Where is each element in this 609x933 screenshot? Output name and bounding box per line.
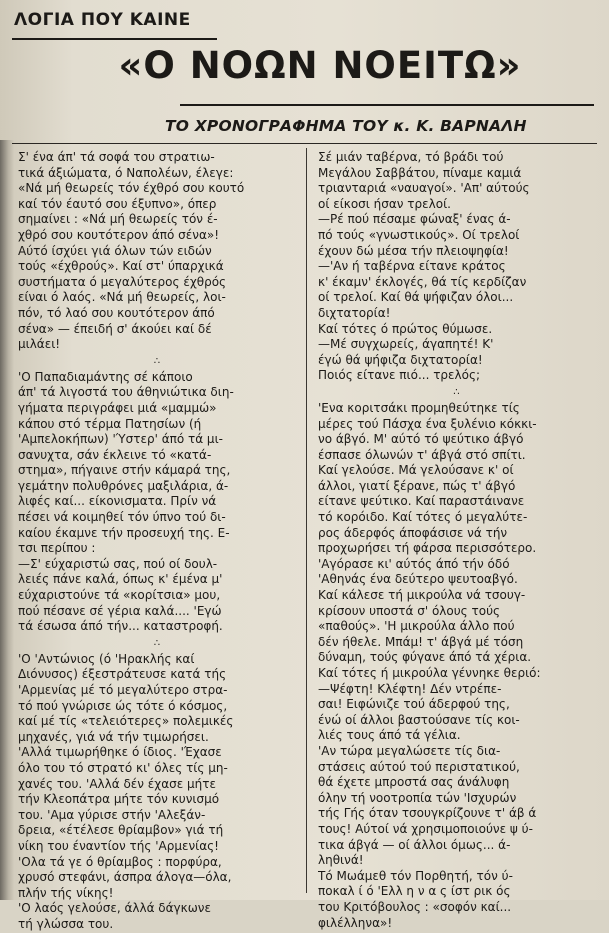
page-binding-shadow — [0, 140, 14, 900]
article-line: πό τούς «γνωστικούς». Οί τρελοί — [318, 227, 520, 242]
article-line: τσι περίπου : — [18, 541, 96, 556]
article-line: χρυσό στεφάνι, άσπρα άλογα—όλα, — [18, 870, 232, 885]
article-line: 'Ο Παπαδιαμάντης σέ κάποιο — [18, 369, 193, 384]
article-line: —Ρέ πού πέσαμε φώναξ' ένας ά- — [318, 212, 511, 227]
article-line: τούς «έχθρούς». Καί στ' ύπαρχικά — [18, 259, 224, 274]
article-line: ένώ οί άλλοι βαστούσανε τίς κοι- — [318, 712, 520, 727]
article-line: τικα άβγά — οί άλλοι όμως... ά- — [318, 837, 511, 852]
section-ornament: ∴ — [153, 637, 161, 649]
article-line: Σέ μιάν ταβέρνα, τό βράδι τού — [318, 150, 504, 164]
article-line: κάπου στό τέρμα Πατησίων (ή — [18, 416, 202, 431]
article-line: Ποιός είτανε πιό... τρελός; — [318, 368, 481, 383]
article-line: τους! Αύτοί νά χρησιμοποιούνε ψ ύ- — [318, 821, 533, 836]
article-line: ρος άδερφός άποφάσισε νά τήν — [318, 525, 508, 540]
article-line: «παθούς». 'Η μικρούλα άλλο πού — [318, 619, 515, 634]
article-line: καίου έκαμνε τήν προσευχή της. Ε- — [18, 525, 230, 540]
article-line: θά έχετε μπροστά σας άνάλυφη — [318, 775, 510, 790]
article-line: φιλέλληνα»! — [318, 915, 393, 930]
article-line: 'Ενα κοριτσάκι προμηθεύτηκε τίς — [318, 400, 520, 415]
article-line: πόν, τό λαό σου κουτότερον άπό — [18, 305, 215, 320]
article-line: έχουν δώ μέσα τήν πλειοψηφία! — [318, 243, 509, 258]
article-line: 'Αρμενίας μέ τό μεγαλύτερο στρα- — [18, 683, 228, 697]
article-line: οί τρελοί. Καί θά ψήφιζαν όλοι... — [318, 290, 514, 305]
article-line: κ' έκαμν' έκλογές, θά τίς κερδίζαν — [318, 274, 527, 289]
article-line: Διόνυσος) έξεστράτευσε κατά τής — [18, 667, 227, 682]
article-line: —'Αν ή ταβέρνα είτανε κράτος — [318, 259, 506, 274]
article-line: του. 'Αμα γύρισε στήν 'Αλεξάν- — [18, 807, 206, 822]
article-line: γήματα περιγράφει μιά «μαμμώ» — [18, 400, 217, 415]
article-line: άπ' τά λιγοστά του άθηνιώτικα διη- — [18, 385, 234, 400]
article-line: όλο του τό στρατό κι' όλες τίς μη- — [18, 760, 228, 775]
article-line: δύναμη, τούς φύγανε άπό τά χέρια. — [318, 650, 532, 665]
section-ornament: ∴ — [153, 355, 161, 367]
article-line: Καί τότες ό πρώτος θύμωσε. — [318, 321, 493, 336]
article-line: εύχαριστούνε τά «κορίτσια» μου, — [18, 588, 221, 603]
right-column — [318, 150, 595, 931]
article-line: νίκη του έναντίον τής 'Αρμενίας! — [18, 838, 219, 853]
article-line: είτανε ψεύτικο. Καί παραστάινανε — [318, 494, 525, 509]
article-line: Καί τότες ή μικρούλα γέννηκε θεριό: — [318, 666, 541, 680]
article-line: χθρό σου κουτότερον άπό σένα»! — [18, 227, 220, 242]
article-line: πλήν τής νίκης! — [18, 885, 114, 900]
byline: ΤΟ ΧΡΟΝΟΓΡΑΦΗΜΑ ΤΟΥ κ. Κ. ΒΑΡΝΑΛΗ — [165, 117, 527, 135]
rubric-underline — [12, 38, 217, 40]
article-line: τό κορόιδο. Καί τότες ό μεγαλύτε- — [318, 510, 528, 525]
article-line: τής Γής όταν τσουγκρίζουνε τ' άβ ά — [318, 806, 537, 821]
article-line: τήν Κλεοπάτρα μήτε τόν κυνισμό — [18, 792, 220, 807]
byline-rule — [12, 143, 597, 144]
section-ornament: ∴ — [453, 386, 460, 398]
article-line: τή γλώσσα του. — [18, 916, 114, 931]
article-line: Σ' ένα άπ' τά σοφά του στρατιω- — [18, 150, 215, 164]
article-line: σένα» — έπειδή σ' άκούει καί δέ — [18, 321, 212, 336]
article-line: Τό Μωάμεθ τόν Πορθητή, τόν ύ- — [318, 868, 513, 883]
article-line: τριανταριά «ναυαγοί». 'Απ' αύτούς — [318, 181, 530, 196]
article-line: 'Ο 'Αντώνιος (ό 'Ηρακλής καί — [18, 651, 195, 666]
article-line: —Μέ συγχωρείς, άγαπητέ! Κ' — [318, 337, 494, 352]
article-line: στημα», πήγαινε στήν κάμαρά της, — [18, 463, 231, 478]
article-line: λιφές καί... είκονισματα. Πρίν νά — [18, 494, 217, 509]
article-line: καί τόν έαυτό σου έξυπνο», όπερ — [18, 196, 217, 211]
article-line: έσπασε όλωνών τ' άβγά στό σπίτι. — [318, 447, 526, 462]
article-line: στάσεις αύτού τού περιστατικού, — [318, 759, 520, 774]
article-line: πέσει νά κοιμηθεί τόν ύπνο τού δι- — [18, 510, 226, 525]
article-line: προχωρήσει τή φάρσα περισσότερο. — [318, 541, 537, 556]
article-line: του Κριτόβουλος : «σοφόν καί... — [318, 899, 512, 914]
article-line: κρίσουν υποστά σ' όλους τούς — [318, 603, 501, 618]
article-line: έγώ θά ψήφιζα διχτατορία! — [318, 352, 483, 367]
article-line: όλην τή νοοτροπία τών 'Ισχυρών — [318, 790, 517, 805]
article-line: 'Ολα τά γε ό θρίαμβος : πορφύρα, — [18, 854, 222, 869]
article-line: μιλάει! — [18, 337, 61, 352]
article-line: Καί κάλεσε τή μικρούλα νά τσουγ- — [318, 588, 526, 603]
article-line: ληθινά! — [318, 853, 364, 868]
article-line: σημαίνει : «Νά μή θεωρείς τόν έ- — [18, 212, 218, 227]
headline-rule — [180, 104, 594, 106]
article-line: είναι ό λαός. «Νά μή θεωρείς, λοι- — [18, 290, 226, 305]
article-line: Καί γελούσε. Μά γελούσανε κ' οί — [318, 463, 514, 478]
article-line: τικά άξιώματα, ό Ναπολέων, έλεγε: — [18, 165, 234, 180]
article-line: 'Αμπελοκήπων) 'Ύστερ' άπό τά μι- — [18, 432, 223, 447]
article-line: χανές του. 'Αλλά δέν έχασε μήτε — [18, 776, 216, 791]
article-line: λιές τους άπό τά γέλια. — [318, 728, 461, 743]
article-line: 'Αγόρασε κι' αύτός άπό τήν όδό — [318, 556, 510, 571]
column-divider — [306, 148, 307, 893]
article-line: λειές πάνε καλά, όπως κ' έμένα μ' — [18, 572, 223, 587]
article-line: δρεια, «έτέλεσε θρίαμβον» γιά τή — [18, 823, 224, 838]
article-line: γεμάτην πολυθρόνες μαξιλάρια, ά- — [18, 478, 229, 493]
article-line: μηχανές, γιά νά τήν τιμωρήσει. — [18, 729, 209, 744]
article-line: —Ψέφτη! Κλέφτη! Δέν ντρέπε- — [318, 681, 502, 696]
article-line: Αύτό ίσχύει γιά όλων τών ειδών — [18, 243, 212, 258]
article-line: ποκαλ ί ό 'Ελλ η ν α ς ίστ ρικ ός — [318, 884, 511, 899]
article-line: σανυχτα, σάν έκλεινε τό «κατά- — [18, 447, 212, 462]
article-line: τό πού γνώρισε ώς τότε ό κόσμος, — [18, 698, 228, 713]
article-line: —Σ' εύχαριστώ σας, πού οί δουλ- — [18, 556, 218, 571]
article-line: δέν ήθελε. Μπάμ! τ' άβγά μέ τόση — [318, 634, 524, 649]
article-line: πού πέσανε σέ γέρια καλά.... 'Εγώ — [18, 603, 222, 618]
article-line: σαι! Ειφώνιζε τού άδερφού της, — [318, 697, 510, 712]
article-line: συστήματα ό μεγαλύτερος έχθρός — [18, 274, 227, 289]
article-line: μέρες τού Πάσχα ένα ξυλένιο κόκκι- — [318, 416, 537, 431]
article-line: τά έσωσα άπό τήν... καταστροφή. — [18, 619, 223, 634]
article-line: Μεγάλου Σαββάτου, πίναμε καμιά — [318, 165, 522, 180]
article-line: 'Ο λαός γελούσε, άλλά δάγκωνε — [18, 901, 211, 916]
article-line: 'Αθηνάς ένα δεύτερο ψευτοαβγό. — [318, 572, 518, 587]
article-line: 'Αλλά τιμωρήθηκε ό ίδιος. 'Έχασε — [18, 745, 222, 760]
article-line: «Νά μή θεωρείς τόν έχθρό σου κουτό — [18, 181, 245, 196]
article-line: άλλοι, γιατί ξέρανε, πώς τ' άβγό — [318, 478, 516, 493]
article-line: διχτατορία! — [318, 305, 391, 320]
article-line: οί είκοσι ήσαν τρελοί. — [318, 196, 451, 211]
column-rubric: ΛΟΓΙΑ ΠΟΥ ΚΑΙΝΕ — [14, 10, 191, 30]
article-line: καί μέ τίς «τελειότερες» πολεμικές — [18, 714, 234, 729]
headline: «Ο ΝΟΩΝ ΝΟΕΙΤΩ» — [118, 44, 522, 87]
left-column — [18, 150, 296, 933]
article-line: 'Αν τώρα μεγαλώσετε τίς δια- — [318, 743, 501, 758]
article-line: νο άβγό. Μ' αύτό τό ψεύτικο άβγό — [318, 432, 524, 447]
